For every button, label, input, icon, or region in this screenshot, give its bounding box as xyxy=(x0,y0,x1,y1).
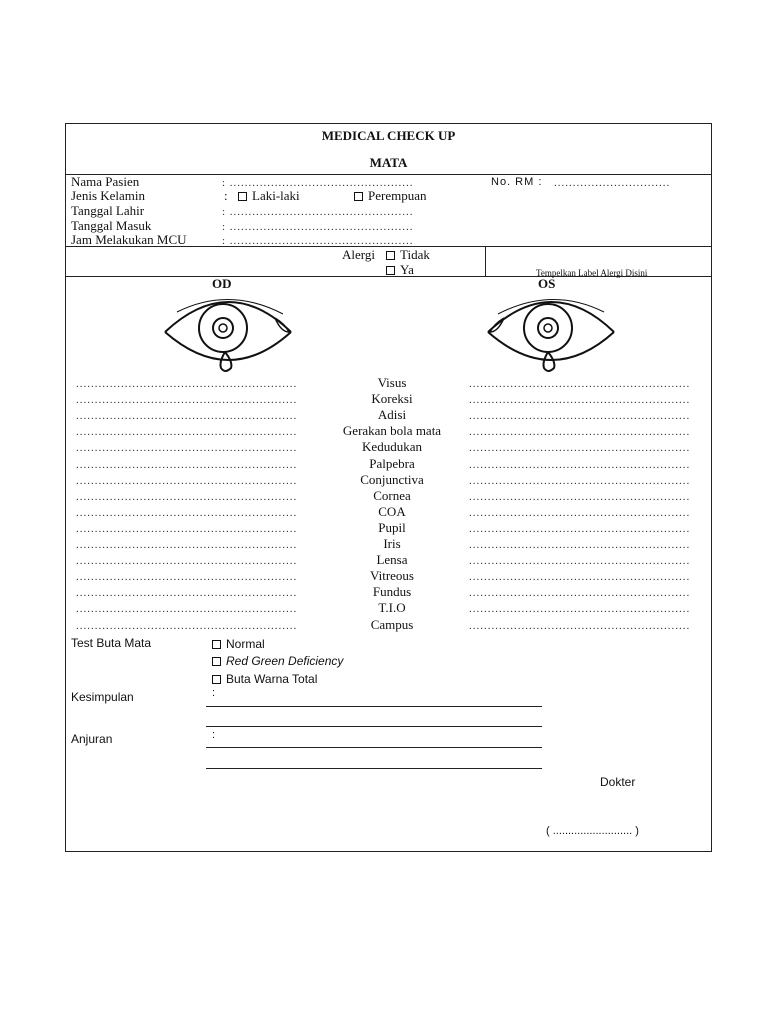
label-jenis-kelamin: Jenis Kelamin xyxy=(71,188,146,203)
checkbox-ya[interactable] xyxy=(386,266,395,275)
exam-row-label: Vitreous xyxy=(370,568,414,583)
exam-od-field[interactable]: ........................................................... xyxy=(76,378,298,390)
label-nama-pasien: Nama Pasien xyxy=(71,174,140,189)
exam-od-field[interactable]: ........................................................... xyxy=(76,603,298,615)
exam-row-label: Visus xyxy=(377,375,407,390)
color-option-normal[interactable] xyxy=(212,637,265,651)
exam-os-field[interactable]: ........................................................... xyxy=(469,587,691,599)
exam-row-label: T.I.O xyxy=(378,600,406,615)
conclusion-colon: : xyxy=(212,687,216,699)
divider-header xyxy=(66,174,711,175)
exam-od-field[interactable]: ........................................................... xyxy=(76,507,298,519)
exam-row-label: Lensa xyxy=(376,552,408,567)
allergy-option-tidak[interactable] xyxy=(386,248,430,262)
exam-row-label: COA xyxy=(378,504,406,519)
no-rm-label: No. RM : xyxy=(491,176,543,188)
field-nama-pasien[interactable]: : ................................................. xyxy=(222,177,414,189)
checkbox-normal[interactable] xyxy=(212,640,221,649)
allergy-sticker-note: Tempelkan Label Alergi Disini xyxy=(536,268,648,278)
option-laki-laki-label: Laki-laki xyxy=(252,188,300,203)
exam-row-label: Gerakan bola mata xyxy=(342,423,442,438)
exam-od-field[interactable]: ........................................................... xyxy=(76,620,298,632)
option-perempuan-label: Perempuan xyxy=(368,188,427,203)
field-jenis-kelamin-colon: : xyxy=(224,188,228,203)
eye-os-iris xyxy=(524,304,572,352)
exam-row-label: Palpebra xyxy=(369,456,415,471)
exam-os-field[interactable]: ........................................................... xyxy=(469,491,691,503)
color-option-total-label: Buta Warna Total xyxy=(226,672,318,686)
eye-os-pupil xyxy=(538,318,558,338)
exam-os-field[interactable]: ........................................................... xyxy=(469,603,691,615)
exam-od-field[interactable]: ........................................................... xyxy=(76,394,298,406)
exam-row-label: Kedudukan xyxy=(362,439,422,454)
exam-od-field[interactable]: ........................................................... xyxy=(76,523,298,535)
conclusion-line-2[interactable] xyxy=(206,726,542,727)
checkbox-perempuan[interactable] xyxy=(354,192,363,201)
eye-os-drawing xyxy=(482,292,622,374)
color-test-label: Test Buta Mata xyxy=(71,636,152,650)
exam-row-label: Campus xyxy=(370,617,414,632)
eye-label-od: OD xyxy=(212,276,232,291)
exam-row-label: Conjunctiva xyxy=(360,472,424,487)
allergy-option-ya[interactable] xyxy=(386,263,414,277)
no-rm-field[interactable]: ............................... xyxy=(554,177,671,189)
allergy-option-tidak-label: Tidak xyxy=(400,247,430,262)
advice-label: Anjuran xyxy=(71,732,113,746)
exam-os-field[interactable]: ........................................................... xyxy=(469,394,691,406)
exam-row-label: Adisi xyxy=(377,407,407,422)
eye-od-pupil xyxy=(213,318,233,338)
checkbox-red-green[interactable] xyxy=(212,657,221,666)
exam-os-field[interactable]: ........................................................... xyxy=(469,523,691,535)
exam-os-field[interactable]: ........................................................... xyxy=(469,475,691,487)
form-title: MEDICAL CHECK UP xyxy=(321,128,456,143)
exam-od-field[interactable]: ........................................................... xyxy=(76,410,298,422)
exam-row-label: Cornea xyxy=(373,488,411,503)
exam-os-field[interactable]: ........................................................... xyxy=(469,539,691,551)
eye-od-upper-lid xyxy=(165,302,291,332)
allergy-option-ya-label: Ya xyxy=(400,262,414,277)
eye-od-drawing xyxy=(159,292,299,374)
exam-os-field[interactable]: ........................................................... xyxy=(469,555,691,567)
conclusion-line-1[interactable] xyxy=(206,706,542,707)
checkbox-tidak[interactable] xyxy=(386,251,395,260)
label-tanggal-masuk: Tanggal Masuk xyxy=(71,218,152,233)
exam-os-field[interactable]: ........................................................... xyxy=(469,426,691,438)
eye-os-tear-drop xyxy=(544,352,555,371)
label-jam-mcu: Jam Melakukan MCU xyxy=(71,232,187,247)
form-frame xyxy=(65,123,712,852)
exam-od-field[interactable]: ........................................................... xyxy=(76,555,298,567)
eye-od-iris xyxy=(199,304,247,352)
exam-row-label: Iris xyxy=(383,536,401,551)
option-laki-laki[interactable] xyxy=(238,189,300,203)
option-perempuan[interactable] xyxy=(354,189,426,203)
advice-line-1[interactable] xyxy=(206,747,542,748)
divider-sticker xyxy=(485,246,486,276)
eye-od-tear-drop xyxy=(221,352,232,371)
field-jam-mcu[interactable]: : ................................................. xyxy=(222,235,414,247)
checkbox-total[interactable] xyxy=(212,675,221,684)
exam-row-label: Fundus xyxy=(372,584,412,599)
doctor-label: Dokter xyxy=(600,775,636,789)
exam-os-field[interactable]: ........................................................... xyxy=(469,442,691,454)
allergy-label: Alergi xyxy=(342,247,375,262)
label-tanggal-lahir: Tanggal Lahir xyxy=(71,203,145,218)
field-tanggal-lahir[interactable]: : ................................................. xyxy=(222,206,414,218)
exam-od-field[interactable]: ........................................................... xyxy=(76,426,298,438)
eye-label-os: OS xyxy=(538,276,556,291)
color-option-normal-label: Normal xyxy=(226,637,265,651)
exam-od-field[interactable]: ........................................................... xyxy=(76,539,298,551)
exam-os-field[interactable]: ........................................................... xyxy=(469,571,691,583)
exam-od-field[interactable]: ........................................................... xyxy=(76,459,298,471)
exam-os-field[interactable]: ........................................................... xyxy=(469,378,691,390)
advice-line-2[interactable] xyxy=(206,768,542,769)
field-tanggal-masuk[interactable]: : ................................................. xyxy=(222,221,414,233)
checkbox-laki-laki[interactable] xyxy=(238,192,247,201)
exam-row-label: Koreksi xyxy=(371,391,413,406)
color-option-total[interactable] xyxy=(212,672,317,686)
advice-colon: : xyxy=(212,729,216,741)
conclusion-label: Kesimpulan xyxy=(71,690,134,704)
exam-od-field[interactable]: ........................................................... xyxy=(76,442,298,454)
exam-os-field[interactable]: ........................................................... xyxy=(469,507,691,519)
exam-od-field[interactable]: ........................................................... xyxy=(76,587,298,599)
exam-od-field[interactable]: ........................................................... xyxy=(76,475,298,487)
doctor-signature-line[interactable]: ( .......................... ) xyxy=(546,825,639,837)
color-option-red-green-label: Red Green Deficiency xyxy=(226,654,344,668)
eye-os-upper-lid xyxy=(488,302,614,332)
exam-os-field[interactable]: ........................................................... xyxy=(469,620,691,632)
exam-os-field[interactable]: ........................................................... xyxy=(469,459,691,471)
eye-od-pupil-center xyxy=(219,324,227,332)
exam-row-label: Pupil xyxy=(378,520,406,535)
exam-od-field[interactable]: ........................................................... xyxy=(76,491,298,503)
form-subtitle: MATA xyxy=(369,155,408,170)
color-option-red-green[interactable] xyxy=(212,654,343,668)
exam-os-field[interactable]: ........................................................... xyxy=(469,410,691,422)
exam-od-field[interactable]: ........................................................... xyxy=(76,571,298,583)
eye-os-pupil-center xyxy=(544,324,552,332)
